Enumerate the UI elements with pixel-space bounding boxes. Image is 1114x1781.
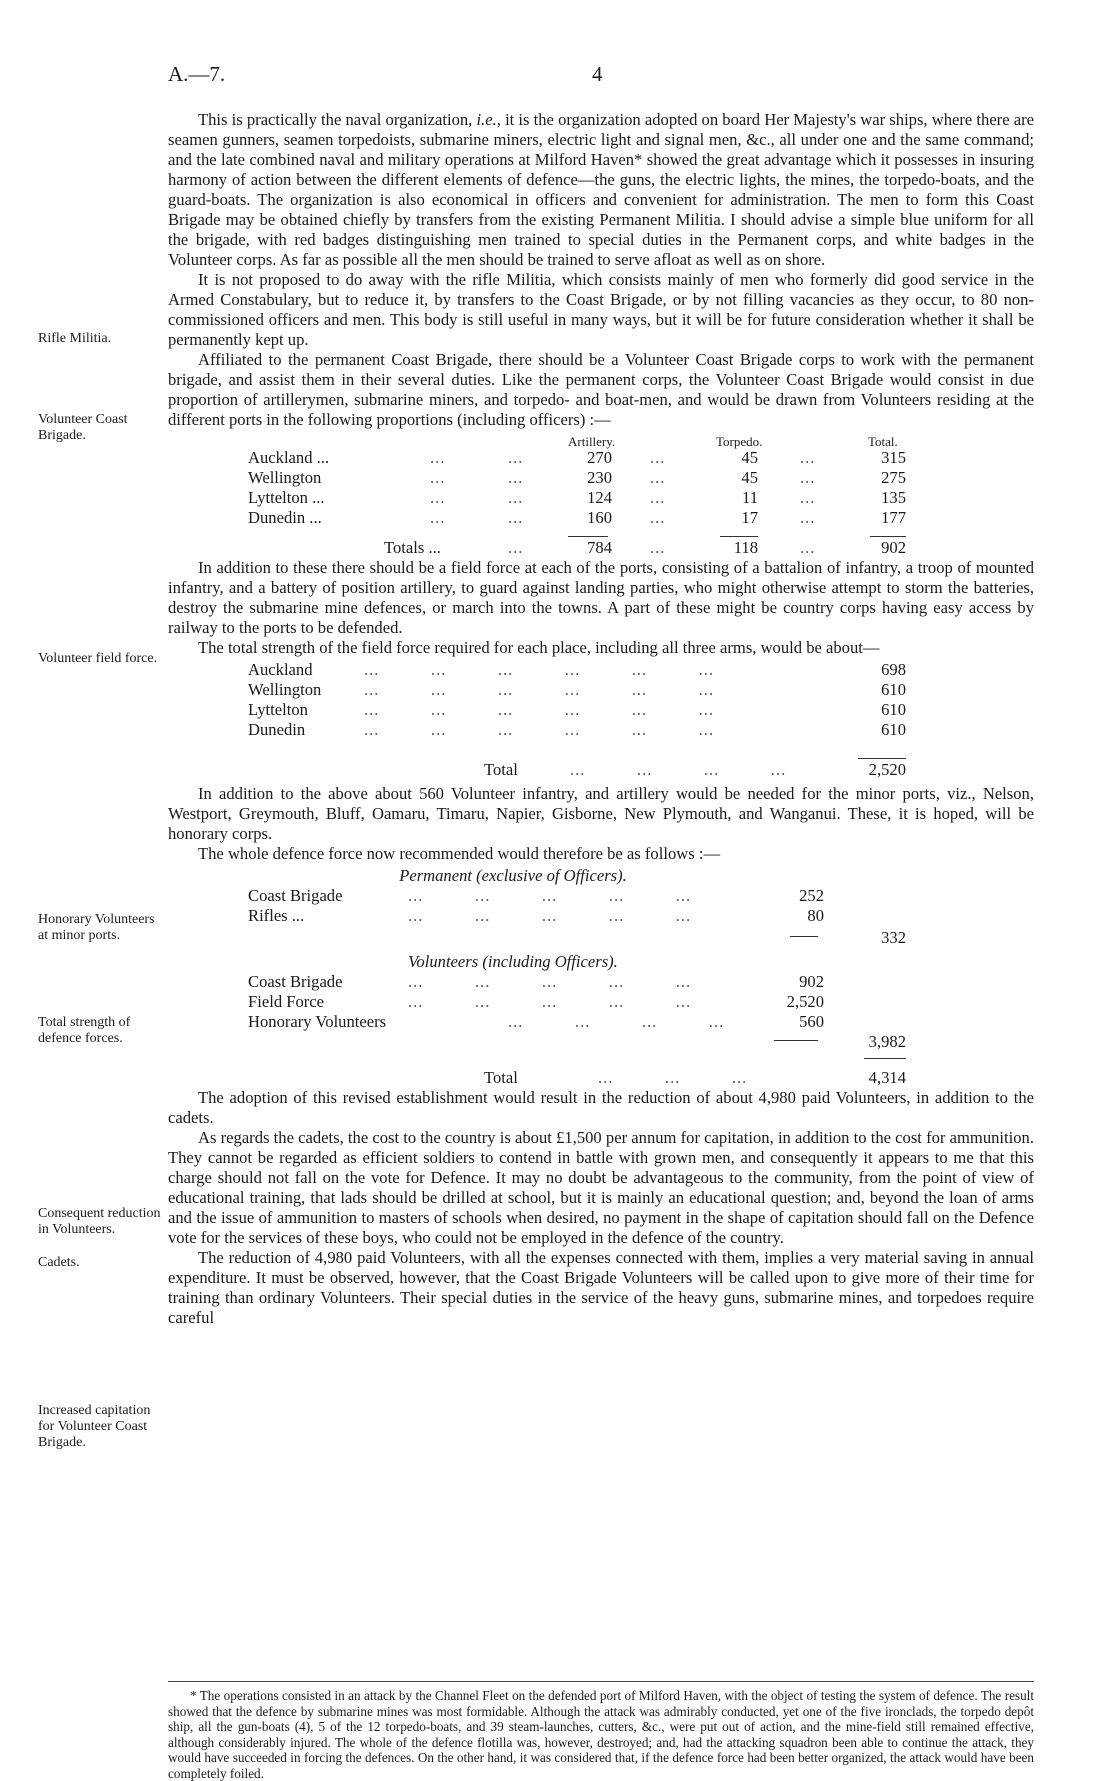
strength-total-row: Total ... ... ... 4,314 bbox=[484, 1068, 906, 1087]
document-body bbox=[168, 110, 1034, 1328]
table-row: Coast Brigade ... ... ... ... ... 252 bbox=[248, 886, 824, 905]
margin-note-increased-capitation: Increased capitation for Volunteer Coast Brigade. bbox=[38, 1403, 151, 1450]
margin-note-cadets: Cadets. bbox=[38, 1255, 80, 1270]
volunteer-sum-row: 3,982 bbox=[868, 1032, 906, 1051]
permanent-sum-row: 332 bbox=[881, 928, 906, 947]
table-row: Field Force ... ... ... ... ... 2,520 bbox=[248, 992, 824, 1011]
margin-note-volunteer-coast-brigade: Volunteer Coast Brigade. bbox=[38, 412, 128, 443]
paragraph-cadets: As regards the cadets, the cost to the country is about £1,500 per annum for capitation, in addition to the cost for ammunition. They cannot be regarded as efficient soldiers to contend in battle with grown men, and consequently it appears to me that this charge should not fall on the vote for Defence. It may no doubt be advantageous to the community, from the point of view of educational training, that lads should be drilled at school, but it is mainly an educational question; and, beyond the loan of arms and the issue of ammunition to masters of schools when desired, no payment in the shape of capitation should fall on the Defence vote for the services of these boys, who could not be employed in the defence of the country. bbox=[168, 1128, 1034, 1247]
defence-strength-table bbox=[168, 866, 1034, 1064]
table-row: Coast Brigade ... ... ... ... ... 902 bbox=[248, 972, 824, 991]
table-row: Dunedin ... ... ... ... ... ... 610 bbox=[248, 720, 906, 739]
paragraph-volunteer-coast-brigade: Affiliated to the permanent Coast Brigade, there should be a Volunteer Coast Brigade corps to work with the permanent brigade, and assist them in their several duties. Like the permanent corps, the Volunteer Coast Brigade would consist in due proportion of artillerymen, submarine miners, and torpedo- and boat-men, and would be drawn from Volunteers residing at the different ports in the following proportions (including officers) :— bbox=[168, 350, 1034, 429]
table-row: Lyttelton ... ... ... ... ... ... 610 bbox=[248, 700, 906, 719]
paragraph-field-force-strength: The total strength of the field force required for each place, including all three arms, would be about— bbox=[198, 638, 880, 657]
table-row: Auckland ... ... ... 270 ... 45 ... 315 bbox=[248, 448, 906, 467]
paragraph-honorary-volunteers: In addition to the above about 560 Volunteer infantry, and artillery would be needed for the minor ports, viz., Nelson, Westport, Greymouth, Bluff, Oamaru, Timaru, Napier, Gisborne, New Plymouth, and Wanganui. These, it is hoped, will be honorary corps. bbox=[168, 784, 1034, 843]
coast-brigade-table bbox=[168, 432, 1034, 556]
footnote bbox=[168, 1688, 1034, 1781]
margin-note-total-strength: Total strength of defence forces. bbox=[38, 1015, 131, 1046]
sum-rule bbox=[858, 758, 906, 759]
table-row: Auckland ... ... ... ... ... ... 698 bbox=[248, 660, 906, 679]
field-table-total-row: Total ... ... ... ... 2,520 bbox=[484, 760, 906, 779]
sum-rule bbox=[870, 536, 906, 537]
margin-note-rifle-militia: Rifle Militia. bbox=[38, 331, 112, 346]
sum-rule bbox=[568, 536, 608, 537]
field-force-table bbox=[168, 660, 1034, 782]
coast-table-totals-row: Totals ... ... 784 ... 118 ... 902 bbox=[384, 538, 906, 557]
paragraph-whole-defence-force: The whole defence force now recommended would therefore be as follows :— bbox=[198, 844, 721, 863]
table-row: Honorary Volunteers ... ... ... ... 560 bbox=[248, 1012, 824, 1031]
permanent-heading: Permanent (exclusive of Officers). bbox=[399, 866, 627, 885]
volunteer-heading: Volunteers (including Officers). bbox=[408, 952, 618, 971]
margin-note-honorary-volunteers: Honorary Volunteers at minor ports. bbox=[38, 912, 155, 943]
table-row: Wellington ... ... ... ... ... ... 610 bbox=[248, 680, 906, 699]
sum-rule bbox=[864, 1058, 906, 1059]
table-row: Rifles ... ... ... ... ... ... 80 bbox=[248, 906, 824, 925]
paragraph-increased-capitation: The reduction of 4,980 paid Volunteers, with all the expenses connected with them, implies a very material saving in annual expenditure. It must be observed, however, that the Coast Brigade Volunteers will be called upon to give more of their time for training than ordinary Volunteers. Their special duties in the service of the heavy guns, submarine mines, and torpedoes require careful bbox=[168, 1248, 1034, 1327]
footnote-rule bbox=[168, 1681, 1034, 1682]
paragraph-naval-organization: This is practically the naval organization, i.e., it is the organization adopted on board Her Majesty's war ships, where there are seamen gunners, seamen torpedoists, submarine miners, electric light and signal men, &c., all under one and the same command; and the late combined naval and military operations at Milford Haven* showed the great advantage which it possesses in insuring harmony of action between the different elements of defence—the guns, the electric lights, the mines, the torpedo-boats, and the guard-boats. The organization is also economical in officers and convenient for administration. The men to form this Coast Brigade may be obtained chiefly by transfers from the existing Permanent Militia. I should advise a simple blue uniform for all the brigade, with red badges distinguishing men trained to special duties in the Permanent corps, and white badges in the Volunteer corps. As far as possible all the men should be trained to serve afloat as well as on shore. bbox=[168, 110, 1034, 269]
table-row: Dunedin ... ... ... 160 ... 17 ... 177 bbox=[248, 508, 906, 527]
page-number: 4 bbox=[592, 62, 603, 86]
paragraph-field-force: In addition to these there should be a field force at each of the ports, consisting of a battalion of infantry, a troop of mounted infantry, and a battery of position artillery, to guard against landing parties, who might otherwise attempt to storm the batteries, destroy the submarine mine defences, or march into the towns. A part of these might be country corps having easy access by railway to the ports to be defended. bbox=[168, 558, 1034, 637]
sum-rule bbox=[720, 536, 758, 537]
table-row: Lyttelton ... ... ... 124 ... 11 ... 135 bbox=[248, 488, 906, 507]
margin-note-consequent-reduction: Consequent reduction in Volunteers. bbox=[38, 1206, 161, 1237]
table-row: Wellington ... ... 230 ... 45 ... 275 bbox=[248, 468, 906, 487]
document-reference: A.—7. bbox=[168, 62, 226, 86]
margin-note-volunteer-field-force: Volunteer field force. bbox=[38, 651, 158, 666]
footnote-text: * The operations consisted in an attack by the Channel Fleet on the defended port of Milford Haven, with the object of testing the system of defence. The result showed that the defence by submarine mines was most formidable. Although the attack was admirably conducted, yet one of the five ironclads, the torpedo depôt ship, all the gun-boats (4), 5 of the 12 torpedo-boats, and 39 steam-launches, cutters, &c., were put out of action, and the mine-field still remained effective, although considerably injured. The whole of the defence flotilla was, however, destroyed; and, had the attacking squadron been able to continue the attack, they would have succeeded in forcing the defences. On the other hand, it was considered that, if the defence force had been better organized, the attack would have been completely foiled. bbox=[168, 1688, 1034, 1781]
coast-table-header: Artillery. Torpedo. Total. bbox=[568, 434, 898, 449]
paragraph-rifle-militia: It is not proposed to do away with the rifle Militia, which consists mainly of men who formerly did good service in the Armed Constabulary, but to reduce it, by transfers to the Coast Brigade, or by not filling vacancies as they occur, to 80 non-commissioned officers and men. This body is still useful in many ways, but it will be for future consideration whether it shall be permanently kept up. bbox=[168, 270, 1034, 349]
paragraph-reduction: The adoption of this revised establishment would result in the reduction of about 4,980 paid Volunteers, in addition to the cadets. bbox=[168, 1088, 1034, 1127]
